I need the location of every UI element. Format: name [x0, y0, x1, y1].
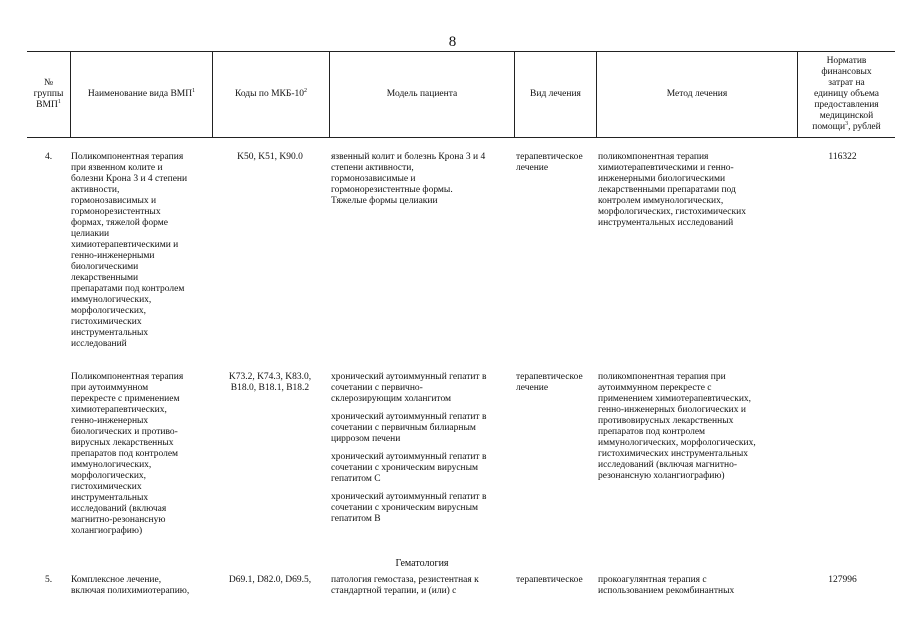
header-cost-standard: Норматив финансовых затрат на единицу объема предоставления медицинской помощи$^3$, рублей [812, 55, 881, 132]
row-number: 4. [44, 152, 53, 162]
header-icd-codes: Коды по МКБ-$10^2$ [234, 87, 308, 99]
header-vmp-name: Наименование вида ВМП$^1$ [87, 87, 196, 99]
patient-model-paragraph: язвенный колит и болезнь Крона 3 и 4 степени активности, гормонозависимые и гормонорезистентные формы. Тяжелые формы целиакии [331, 152, 486, 206]
page-number: 8 [448, 34, 457, 50]
vmp-name-cell: Поликомпонентная терапия при язвенном колите и болезни Крона 3 и 4 степени активности, гормонозависимых и гормонорезистентных формах, тяжелой форме целиакии химиотерапевтическими и генно-инженерными биологическими лекарственными препаратами под контролем иммунологических, морфологических, гистохимических инструментальных исследований [71, 152, 188, 349]
patient-model-cell: патология гемостаза, резистентная к стандартной терапии, и (или) с [331, 575, 479, 596]
treatment-type-cell: терапевтическое лечение [516, 372, 583, 393]
header-treatment-type: Вид лечения [530, 88, 581, 99]
patient-model-paragraph: хронический аутоиммунный гепатит в сочетании с хроническим вирусным гепатитом B [331, 492, 487, 524]
header-treatment-method: Метод лечения [666, 88, 728, 99]
icd-codes-cell: K73.2, K74.3, K83.0, B18.0, B18.1, B18.2 [228, 372, 312, 393]
patient-model-paragraph: хронический аутоиммунный гепатит в сочетании с первичным билиарным циррозом печени [331, 412, 487, 444]
treatment-type-cell: терапевтическое [516, 575, 583, 585]
patient-model-cell [331, 372, 513, 525]
row-number: 5. [44, 575, 53, 585]
treatment-type-cell: терапевтическое лечение [516, 152, 583, 173]
treatment-method-cell: поликомпонентная терапия при аутоиммунном перекресте с применением химиотерапевтических, генно-инженерных биологических и противовирусных лекарственных препаратов под контролем иммунологических, морфологических, гистохимических инструментальных исследований (включая магнитно- резонансную холангиографию) [598, 372, 756, 481]
icd-codes-cell: K50, K51, K90.0 [237, 152, 303, 162]
patient-model-cell [331, 152, 513, 207]
treatment-method-cell: поликомпонентная терапия химиотерапевтическими и генно- инженерными биологическими лекарственными препаратами под контролем иммунологических, морфологических, гистохимических инструментальных исследований [598, 152, 746, 228]
header-patient-model: Модель пациента [386, 88, 458, 99]
cost-cell: 116322 [828, 152, 857, 162]
treatment-method-cell: прокоагулянтная терапия с использованием рекомбинантных [598, 575, 735, 596]
icd-codes-cell: D69.1, D82.0, D69.5, [228, 575, 312, 585]
header-bottom-rule [27, 137, 895, 138]
patient-model-paragraph: хронический аутоиммунный гепатит в сочетании с первично- склерозирующим холангитом [331, 372, 487, 404]
section-heading: Гематология [395, 558, 449, 569]
patient-model-paragraph: хронический аутоиммунный гепатит в сочетании с хроническим вирусным гепатитом C [331, 452, 487, 484]
vmp-name-cell: Поликомпонентная терапия при аутоиммунном перекресте с применением химиотерапевтических, генно-инженерных биологических и противо- вирусных лекарственных препаратов под контролем иммунологических, морфологических, гистохимических инструментальных исследований (включая магнитно-резонансную холангиографию) [71, 372, 184, 536]
vmp-name-cell: Комплексное лечение, включая полихимиотерапию, [71, 575, 190, 596]
cost-cell: 127996 [828, 575, 857, 585]
header-group-number: № группы ВМП$^1$ [33, 77, 64, 110]
